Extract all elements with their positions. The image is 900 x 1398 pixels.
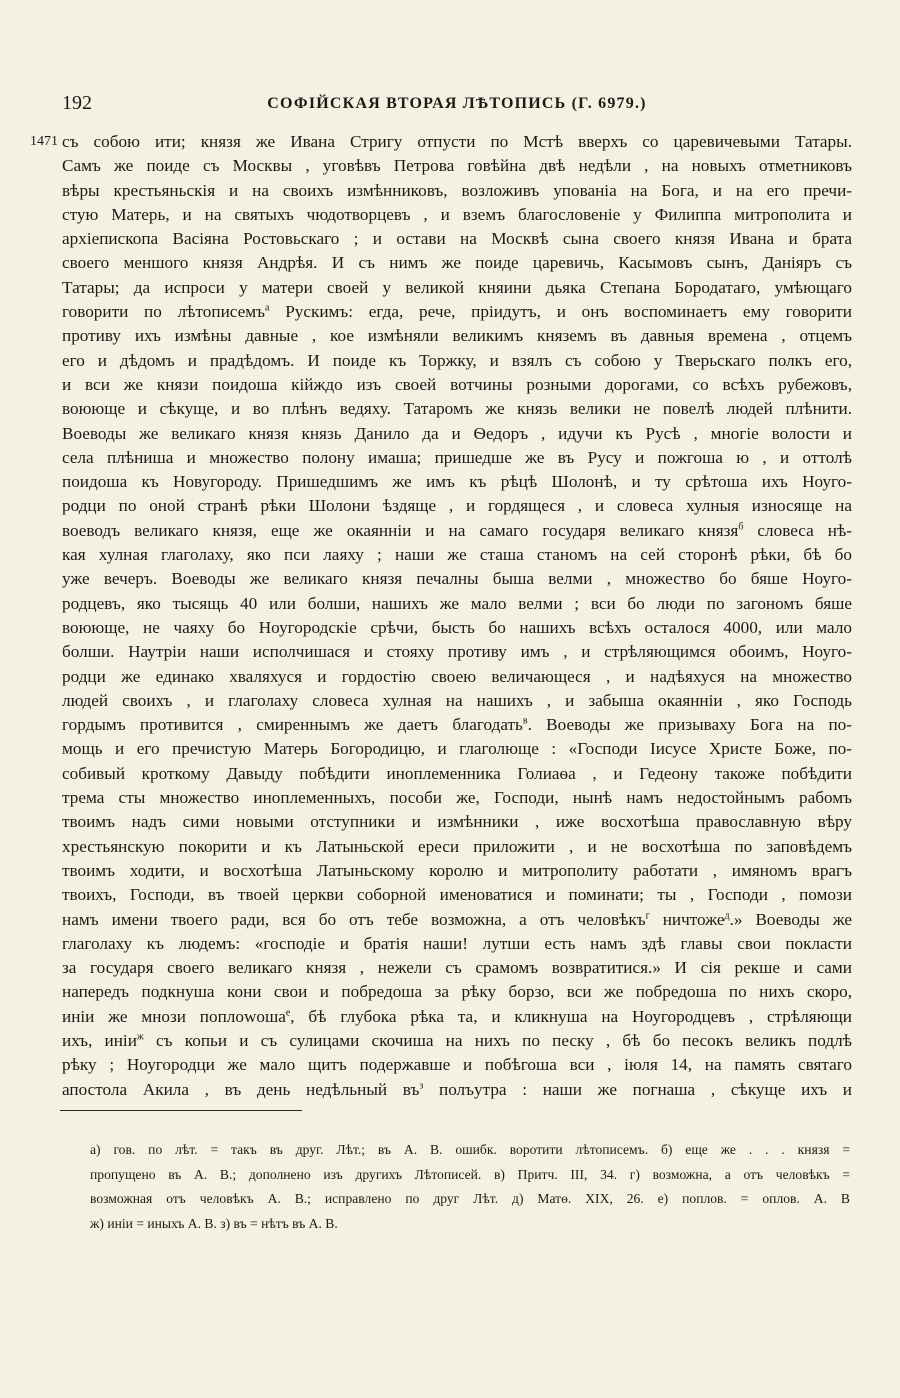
text-line-content: твоихъ, Господи, въ твоей церкви соборной именоватися и поминати; ты , Господи , помози <box>62 885 852 905</box>
text-line <box>62 1005 852 1029</box>
footnote-marker: а <box>265 302 270 314</box>
text-line-content: родцевъ, яко тысящь 40 или болши, нашихъ же мало велми ; вси бо люди по загономъ бяше <box>62 593 852 613</box>
text-line <box>62 494 852 518</box>
main-text <box>30 130 853 1102</box>
text-line-content: воююще и сѣкуще, и во плѣнъ ведяху. Татаромъ же князь велики не повелѣ людей плѣнити. <box>62 399 852 419</box>
footnote-separator <box>60 1110 302 1111</box>
text-line <box>62 737 852 761</box>
text-line-content: намъ имени твоего ради, вся бо отъ тебе возможна, а отъ человѣкъ$^г$ ничтоже$^д$.» Воеводы же <box>62 909 853 929</box>
text-line-content: родци по оной странѣ рѣки Шолони ѣздяще , и гордящеся , и словеса хулныя износяще на <box>62 496 852 516</box>
text-line-content: глаголаху къ людемъ: «господіе и братія наши! лутши есть намъ здѣ главы свои покласти <box>62 933 852 953</box>
text-line-content: Воеводы же великаго князя князь Данило да и Ѳедоръ , идучи къ Русѣ , многіе волости и <box>62 423 852 443</box>
text-line <box>62 203 852 227</box>
text-line-content: съ собою ити; князя же Ивана Стригу отпусти по Мстѣ вверхъ со царевичевыми Татары. <box>62 132 852 151</box>
text-line-content: напередъ подкнуша кони свои и побредоша за рѣку борзо, вси же побредоша по нихъ скоро, <box>62 982 852 1002</box>
text-line <box>62 883 852 907</box>
text-line <box>62 908 852 932</box>
footnote-marker: д <box>724 909 730 921</box>
text-line-content: стую Матерь, и на святыхъ чюдотворцевъ , и вземъ благословеніе у Филиппа митрополита и <box>62 204 852 224</box>
text-line <box>62 470 852 494</box>
text-line-content: противу ихъ измѣны давные , кое измѣняли великимъ княземъ въ давныя времена , отцемъ <box>62 326 852 346</box>
footnotes <box>90 1138 850 1236</box>
text-line <box>62 324 852 348</box>
footnote-marker: в <box>522 715 528 727</box>
text-line-content: болши. Наутріи наши исполчишася и стояху противу имъ , и стрѣляющимся обоимъ, Ноуго- <box>62 642 852 662</box>
text-line <box>62 810 852 834</box>
page-number: 192 <box>62 92 92 114</box>
text-line <box>62 251 852 275</box>
text-line <box>62 397 852 421</box>
footnote-line: а) гов. по лѣт. = такъ въ друг. Лѣт.; въ А. В. ошибк. воротити лѣтописемъ. б) еще же . . . князя = <box>90 1142 850 1157</box>
text-line-content: мощь и его пречистую Матерь Богородицю, и глаголюще : «Господи Іисусе Христе Боже, по- <box>62 739 852 759</box>
text-line-content: за государя своего великаго князя , нежели съ срамомъ возвратитися.» И сія рекше и сами <box>62 958 852 978</box>
text-line <box>62 956 852 980</box>
text-line <box>62 786 852 810</box>
running-title: СОФІЙСКАЯ ВТОРАЯ ЛѢТОПИСЬ (Г. 6979.) <box>267 95 647 112</box>
text-line <box>62 835 852 859</box>
footnote-marker: з <box>419 1079 424 1091</box>
text-line-content: ихъ, иніи$^ж$ съ копьи и съ сулицами скочиша на нихъ по песку , бѣ бо песокъ великъ подлѣ <box>62 1030 852 1050</box>
text-line-content: родци же единако хваляхуся и гордостію своею величающеся , и надѣяхуся на множество <box>62 666 852 686</box>
text-line <box>62 349 852 373</box>
text-line-content: его и дѣдомъ и прадѣдомъ. И поиде къ Торжку, и взялъ съ собою у Тверьскаго полкъ его, <box>62 350 852 370</box>
text-line-content: воеводъ великаго князя, еще же окаянніи и на самаго государя великаго князя$^б$ словеса нѣ- <box>62 520 852 540</box>
footnote-marker: г <box>645 909 650 921</box>
text-line-content: людей своихъ , и глаголаху словеса хулная на нашихъ , и забыша окаянніи , яко Господь <box>62 690 852 710</box>
text-line-content: говорити по лѣтописемъ$^а$ Рускимъ: егда, рече, пріидутъ, и онъ воспоминаетъ ему говорити <box>62 302 852 322</box>
text-line <box>62 616 852 640</box>
text-line-content: иніи же мнози поплowоша$^е$, бѣ глубока рѣка та, и кликнуша на Ноугородцевъ , стрѣляющи <box>62 1006 852 1026</box>
text-line <box>62 276 852 300</box>
footnote-marker: ж <box>136 1031 144 1043</box>
text-line-content: воююще, не чаяху бо Ноугородскіе срѣчи, бысть бо нашихъ всѣхъ осталося 4000, или мало <box>62 617 852 637</box>
text-line-content: уже вечеръ. Воеводы же великаго князя печалны быша велми , множество бо бяше Ноуго- <box>62 569 852 589</box>
text-line <box>62 932 852 956</box>
text-line <box>30 130 852 154</box>
text-line <box>62 154 852 178</box>
text-line <box>62 640 852 664</box>
text-line <box>62 300 852 324</box>
text-line-content: архіепископа Васіяна Ростовьскаго ; и остави на Москвѣ сына своего князя Ивана и брата <box>62 229 852 249</box>
text-line <box>62 762 852 786</box>
text-line-content: вѣры крестьяньскія и на своихъ измѣнниковъ, возложивъ упованіа на Бога, и на его пречи- <box>62 180 852 200</box>
text-line <box>62 543 852 567</box>
text-line <box>62 446 852 470</box>
footnote-line: ж) иніи = иныхъ А. В. з) въ = нѣтъ въ А. В. <box>90 1215 338 1231</box>
text-line-content: поидоша къ Новугороду. Пришедшимъ же имъ къ рѣцѣ Шолонѣ, и ту срѣтоша ихъ Ноуго- <box>62 472 852 492</box>
year-marker: 1471 <box>30 134 58 149</box>
text-line-content: апостола Акила , въ день недѣльный $въ^з$ полъутра : наши же погнаша , сѣкуще ихъ и <box>62 1079 852 1099</box>
text-line <box>62 1053 852 1077</box>
footnote-line: возможная отъ человѣкъ А. В.; исправлено по друг Лѣт. д) Матѳ. XIX, 26. е) поплов. = оплов. А. В <box>90 1191 850 1206</box>
text-line <box>62 179 852 203</box>
text-line <box>62 665 852 689</box>
text-line <box>62 713 852 737</box>
text-line-content: гордымъ противится , смиреннымъ же даетъ благодать$^в$. Воеводы же призываху Бога на по- <box>62 715 852 735</box>
text-line-content: трема сты множество иноплеменныхъ, пособи же, Господи, нынѣ намъ недостойнымъ рабомъ <box>62 788 852 808</box>
text-line-content: и вси же князи поидоша кійждо изъ своей вотчины розными дорогами, со всѣхъ рубежовъ, <box>62 374 852 394</box>
text-line <box>62 422 852 446</box>
text-line-content: кая хулная глаголаху, яко пси лаяху ; наши же сташа станомъ на сей сторонѣ рѣки, бѣ бо <box>62 545 852 565</box>
text-line <box>62 1029 852 1053</box>
text-line <box>62 227 852 251</box>
footnote-line: пропущено въ А. В.; дополнено изъ другихъ Лѣтописей. в) Притч. III, 34. г) возможна, а отъ человѣкъ = <box>90 1166 850 1182</box>
text-line <box>62 592 852 616</box>
text-line <box>62 859 852 883</box>
text-line-content: Татары; да испроси у матери своей у великой княини дьяка Степана Бородатаго, умѣющаго <box>62 277 852 297</box>
footnote-marker: б <box>738 521 744 533</box>
text-line-content: своего меншого князя Андрѣя. И съ нимъ же поиде царевичь, Касымовъ сынъ, Даніяръ съ <box>62 253 852 273</box>
text-line <box>62 519 852 543</box>
text-line-content: твоимъ надъ сими новыми отступники и измѣнники , иже восхотѣша православную вѣру <box>62 812 852 832</box>
text-line <box>62 567 852 591</box>
text-line <box>62 980 852 1004</box>
text-line-content: собивый кроткому Давыду побѣдити иноплеменника Голиаѳа , и Гедеону такоже побѣдити <box>62 763 852 783</box>
text-line-content: хрестьянскую покорити и къ Латыньской ереси приложити , и не восхотѣша по заповѣдемъ <box>62 836 852 856</box>
text-line-content: села плѣниша и множество полону имаша; пришедше же въ Русу и пожгоша ю , и оттолѣ <box>62 447 852 467</box>
page-header <box>62 92 852 122</box>
footnote-marker: е <box>285 1006 291 1018</box>
text-line <box>62 373 852 397</box>
text-line-content: рѣку ; Ноугородци же мало щитъ подержавше и побѣгоша вси , іюля 14, на память святаго <box>62 1055 852 1075</box>
text-line-content: Самъ же поиде съ Москвы , уговѣвъ Петрова говѣйна двѣ недѣли , на новыхъ отметниковъ <box>62 156 852 176</box>
text-line <box>62 689 852 713</box>
text-line <box>62 1078 852 1102</box>
text-line-content: твоимъ ходити, и восхотѣша Латыньскому королю и митрополиту работати , имяномъ врагъ <box>62 860 852 880</box>
